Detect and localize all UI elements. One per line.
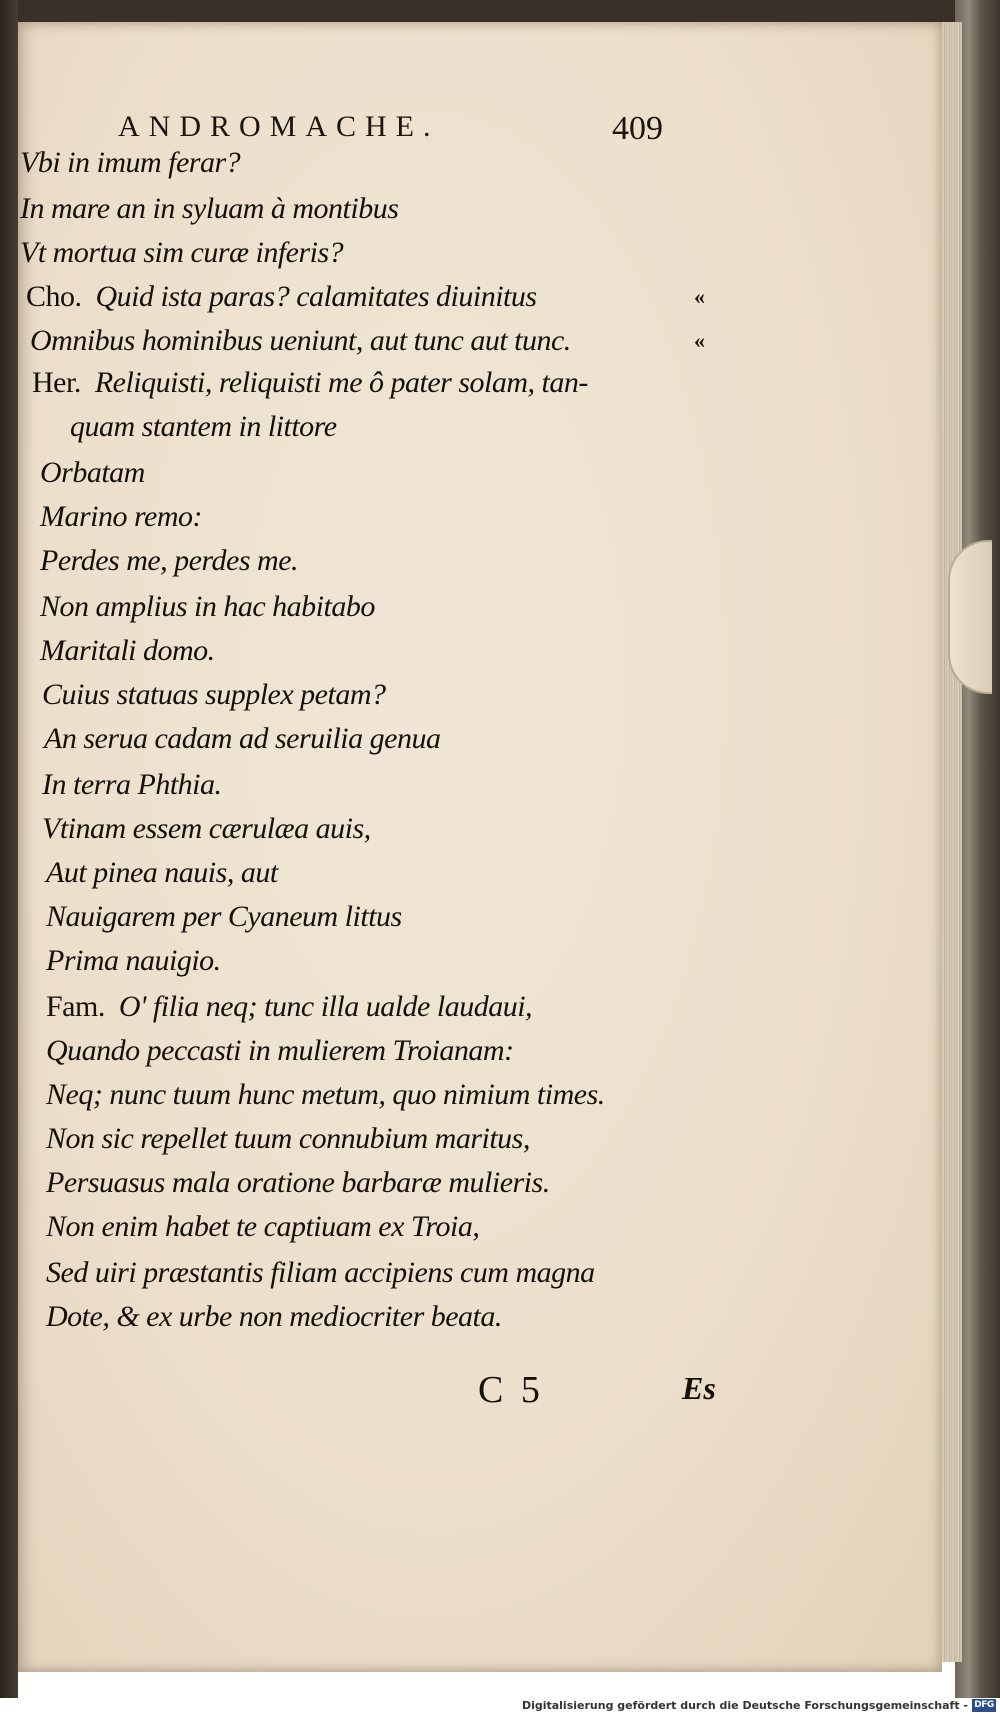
- margin-quote-mark: «: [694, 328, 705, 353]
- signature-mark: C 5: [478, 1369, 544, 1411]
- verse-line: [46, 1256, 595, 1290]
- verse-line-text: Omnibus hominibus ueniunt, aut tunc aut tunc.: [30, 324, 571, 357]
- verse-line: [42, 768, 222, 802]
- verse-line-text: Persuasus mala oratione barbaræ mulieris.: [46, 1166, 550, 1199]
- verse-line: [42, 678, 386, 712]
- verse-line-text: Vt mortua sim curæ inferis?: [20, 236, 344, 269]
- verse-line: [40, 544, 298, 578]
- verse-line: [26, 280, 537, 314]
- verse-line: [46, 1210, 479, 1244]
- speaker-label: Cho.: [26, 280, 82, 313]
- verse-line: [32, 366, 588, 400]
- scanner-background-top: [0, 0, 1000, 22]
- verse-line-text: Quando peccasti in mulierem Troianam:: [46, 1034, 514, 1067]
- dfg-logo: DFG: [972, 1699, 996, 1712]
- verse-line-text: Sed uiri præstantis filiam accipiens cum magna: [46, 1256, 595, 1289]
- margin-quote-mark: «: [694, 284, 705, 309]
- verse-line: [46, 900, 402, 934]
- speaker-label: Her.: [32, 366, 81, 399]
- verse-line-text: Reliquisti, reliquisti me ô pater solam, tan-: [94, 366, 588, 399]
- verse-line: [30, 324, 571, 358]
- verse-line-text: Orbatam: [40, 456, 145, 489]
- verse-line: [40, 634, 215, 668]
- verse-line-text: Maritali domo.: [40, 634, 215, 667]
- verse-line-text: Non enim habet te captiuam ex Troia,: [46, 1210, 480, 1243]
- speaker-label: Fam.: [46, 990, 105, 1023]
- verse-line-text: Non sic repellet tuum connubium maritus,: [46, 1122, 530, 1155]
- verse-line: [44, 722, 440, 756]
- verse-line: [46, 1300, 502, 1334]
- verse-line-text: Nauigarem per Cyaneum littus: [46, 900, 402, 933]
- verse-line: [46, 1166, 550, 1200]
- verse-line-text: In mare an in syluam à montibus: [20, 192, 399, 225]
- digitization-credit: Digitalisierung gefördert durch die Deutsche Forschungsgemeinschaft -: [521, 1699, 968, 1712]
- verse-line-text: Dote, & ex urbe non mediocriter beata.: [46, 1300, 502, 1333]
- running-head: ANDROMACHE.: [118, 110, 440, 143]
- catchword: Es: [682, 1370, 716, 1406]
- page-tab-marker: [948, 540, 992, 694]
- book-gutter: [0, 0, 18, 1698]
- verse-line: [46, 856, 278, 890]
- verse-line-text: Neq; nunc tuum hunc metum, quo nimium times.: [46, 1078, 605, 1111]
- verse-line-text: Aut pinea nauis, aut: [46, 856, 278, 889]
- verse-line: [70, 410, 337, 444]
- verse-line: [46, 1122, 530, 1156]
- verse-line-text: Vbi in imum ferar?: [20, 146, 241, 179]
- page-number: 409: [612, 110, 663, 147]
- verse-line: [40, 456, 145, 490]
- verse-line-text: quam stantem in littore: [70, 410, 337, 443]
- verse-line: [20, 192, 398, 226]
- verse-line-text: Marino remo:: [40, 500, 203, 533]
- verse-line-text: In terra Phthia.: [42, 768, 222, 801]
- page-edges: [940, 22, 962, 1662]
- verse-line: [46, 1034, 514, 1068]
- verse-line-text: An serua cadam ad seruilia genua: [44, 722, 441, 755]
- verse-line: [46, 944, 221, 978]
- verse-line: [40, 500, 202, 534]
- verse-line-text: Vtinam essem cærulæa auis,: [42, 812, 371, 845]
- verse-line: [40, 590, 375, 624]
- verse-line-text: Prima nauigio.: [46, 944, 221, 977]
- verse-line: [46, 1078, 605, 1112]
- verse-line: [20, 146, 240, 180]
- verse-line: [20, 236, 343, 270]
- verse-line: [42, 812, 371, 846]
- verse-line-text: Quid ista paras? calamitates diuinitus: [95, 280, 537, 313]
- verse-line-text: Cuius statuas supplex petam?: [42, 678, 386, 711]
- verse-line-text: Perdes me, perdes me.: [40, 544, 299, 577]
- verse-line-text: O' filia neq; tunc illa ualde laudaui,: [118, 990, 533, 1023]
- verse-line: [46, 990, 532, 1024]
- verse-line-text: Non amplius in hac habitabo: [40, 590, 375, 623]
